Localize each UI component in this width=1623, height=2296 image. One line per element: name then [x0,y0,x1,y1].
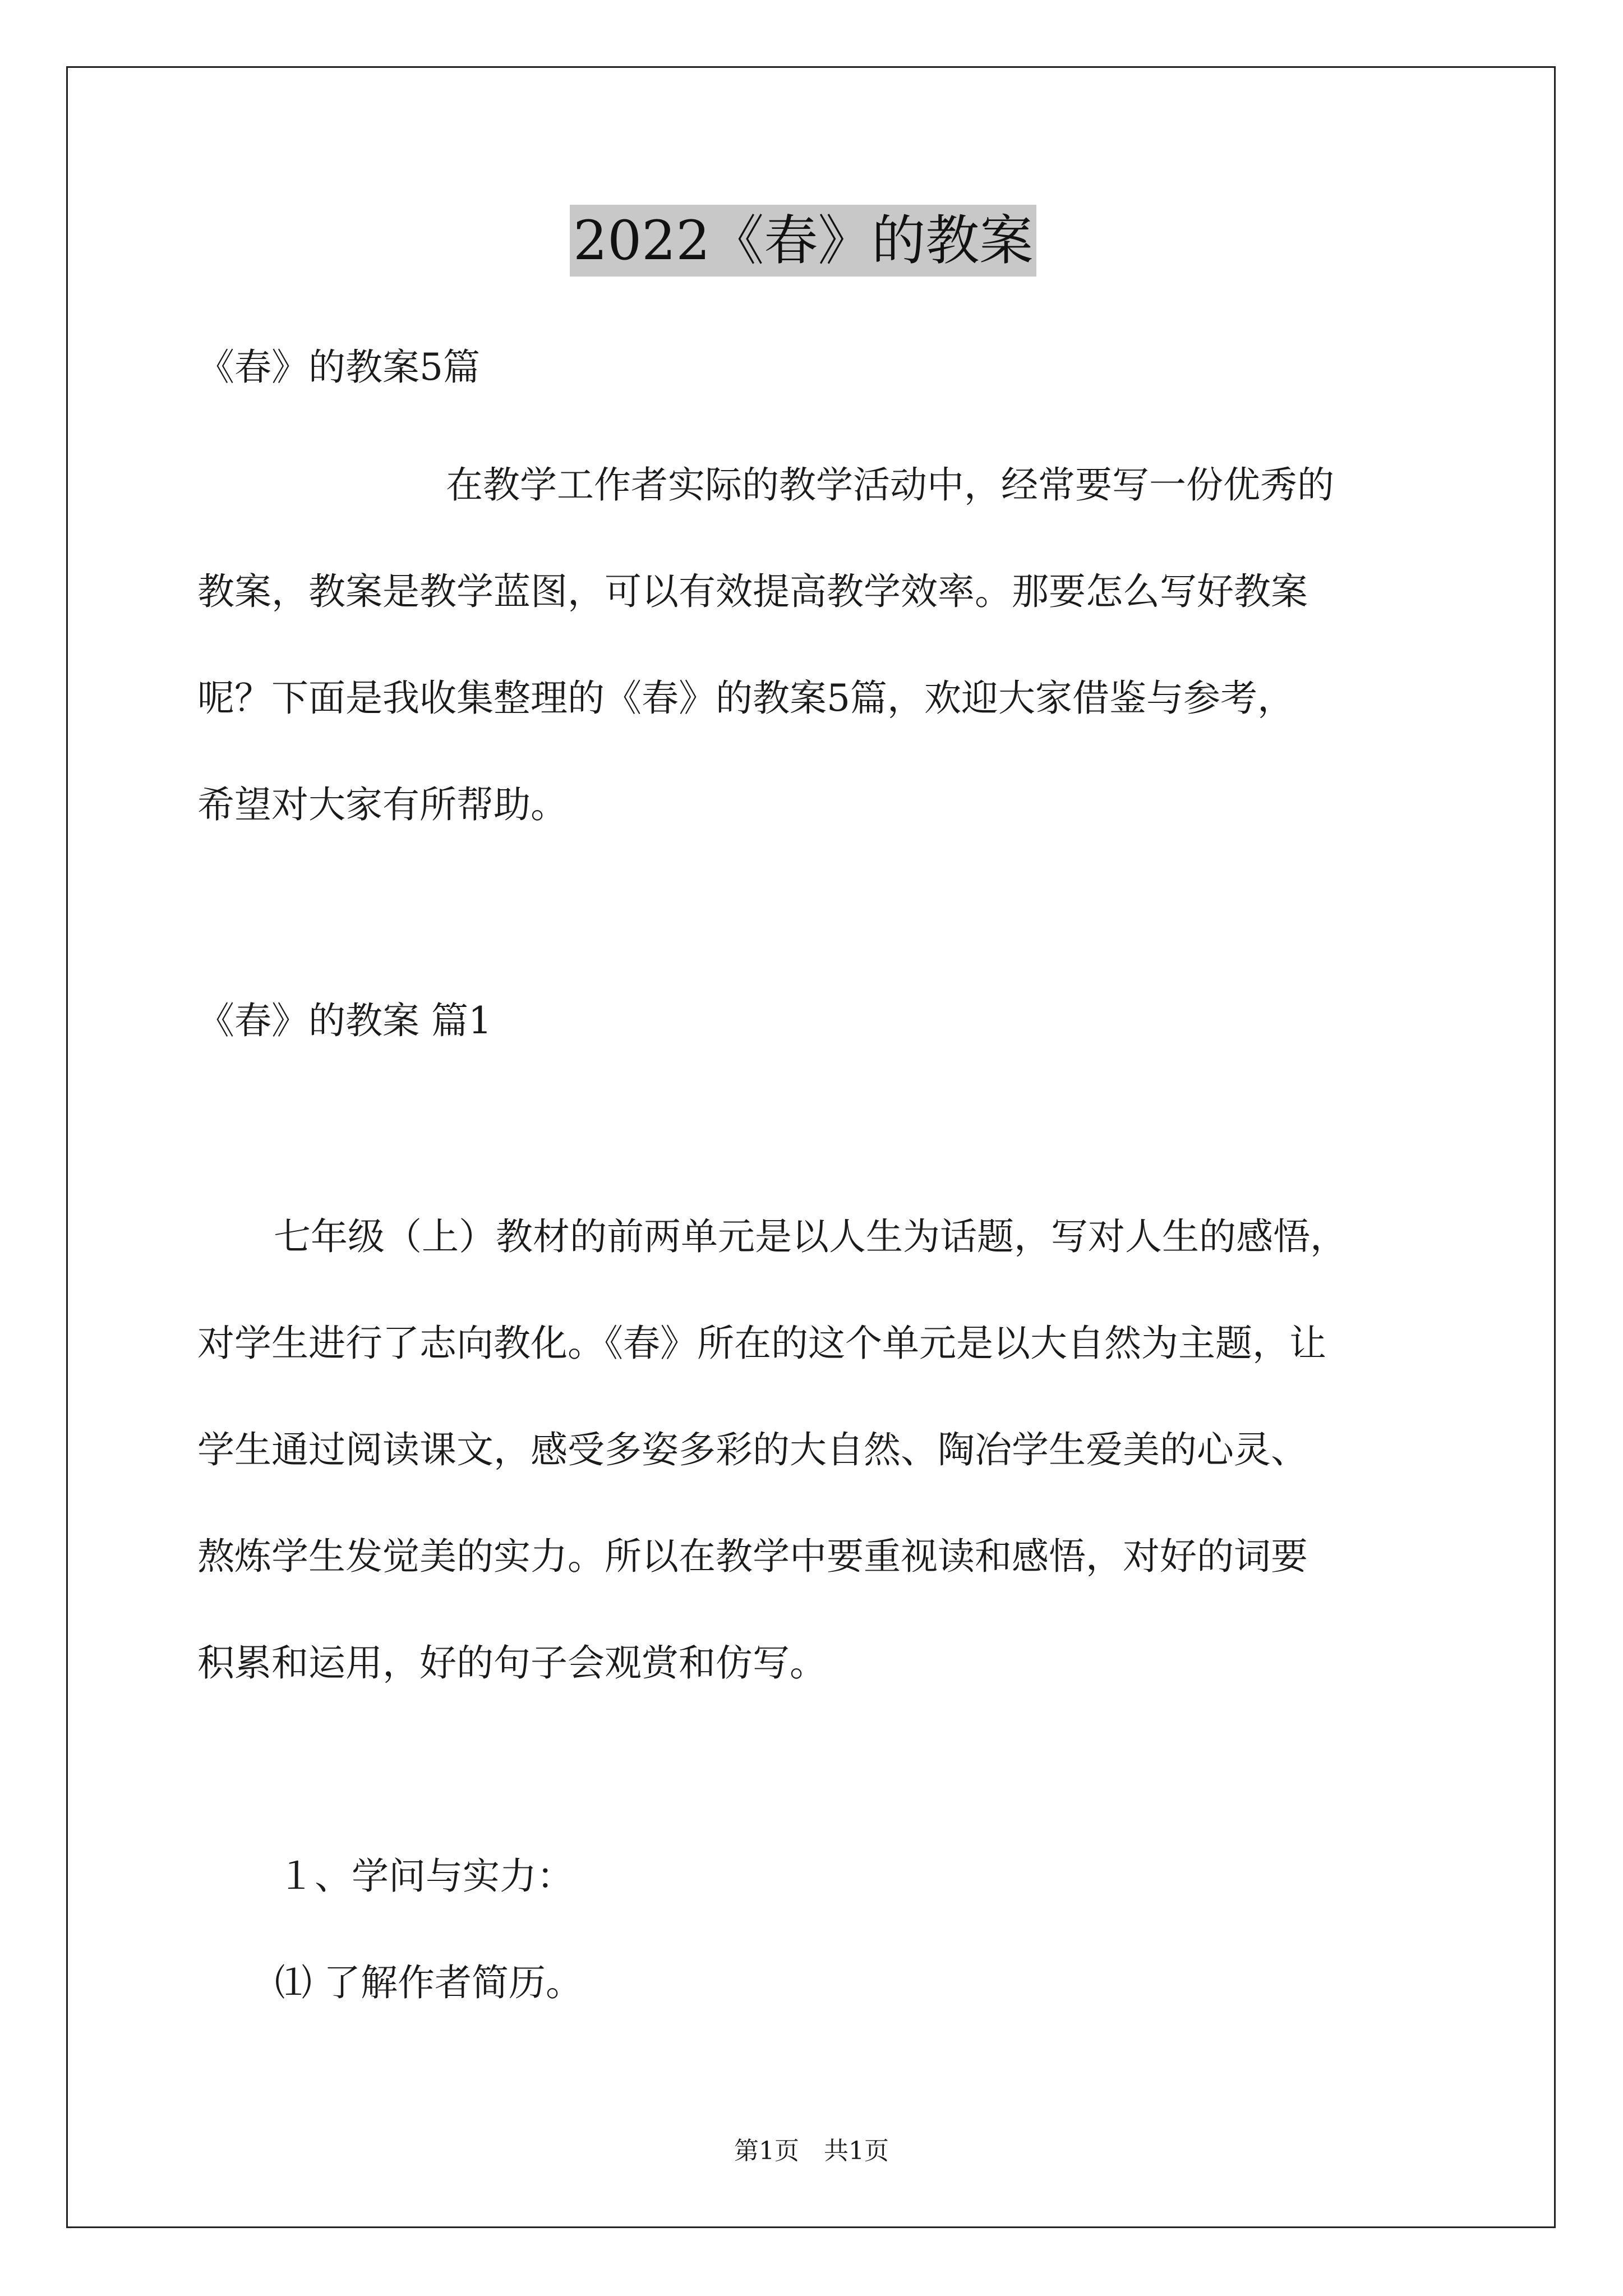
body-line-4: 熬炼学生发觉美的实力。所以在教学中要重视读和感悟，对好的词要 [197,1535,1308,1578]
section-heading: 《春》的教案 篇1 [197,999,492,1042]
page-footer: 第1页 共1页 [734,2137,889,2165]
body-line-3: 学生通过阅读课文，感受多姿多彩的大自然、陶冶学生爱美的心灵、 [197,1428,1308,1471]
body-line-5: 积累和运用，好的句子会观赏和仿写。 [197,1641,827,1685]
document-subtitle: 《春》的教案5篇 [197,346,480,389]
intro-line-1: 在教学工作者实际的教学活动中，经常要写一份优秀的 [446,463,1334,507]
list-item: ⑴ 了解作者简历。 [275,1961,583,2004]
intro-line-2: 教案，教案是教学蓝图，可以有效提高教学效率。那要怎么写好教案 [197,570,1308,613]
intro-line-3: 呢？下面是我收集整理的《春》的教案5篇，欢迎大家借鉴与参考， [197,677,1294,720]
body-line-2: 对学生进行了志向教化。《春》所在的这个单元是以大自然为主题，让 [197,1322,1326,1365]
body-line-1: 七年级（上）教材的前两单元是以人生为话题，写对人生的感悟， [274,1215,1347,1258]
document-title: 2022《春》的教案 [570,205,1036,277]
list-heading: １、学问与实力： [278,1855,574,1898]
intro-line-4: 希望对大家有所帮助。 [197,783,568,826]
